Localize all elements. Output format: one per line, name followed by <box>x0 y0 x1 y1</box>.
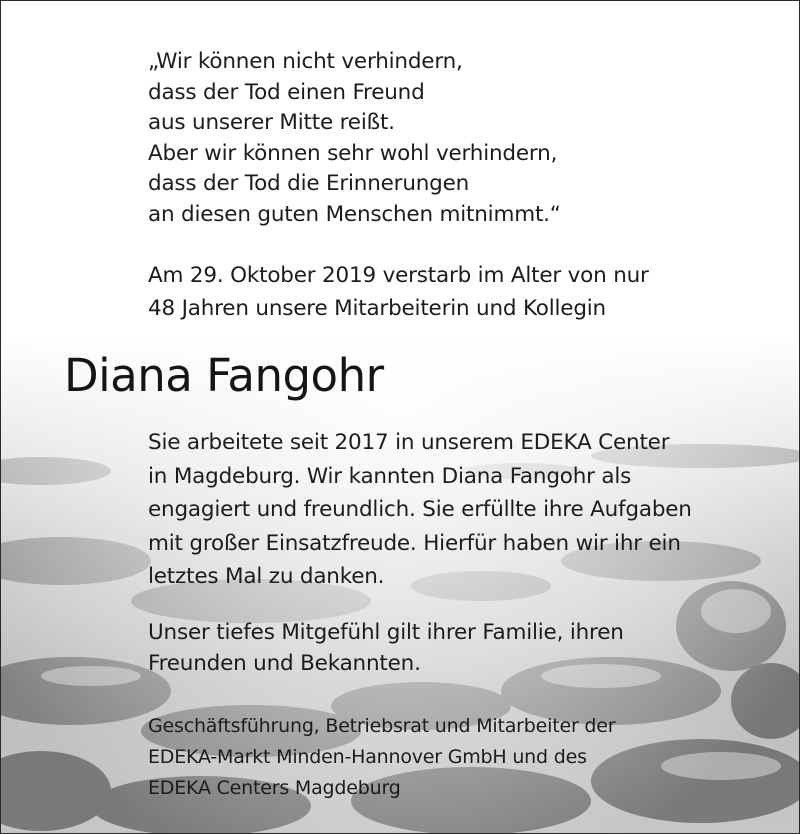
notice-text <box>1 1 799 833</box>
tribute-line: letztes Mal zu danken. <box>148 564 385 589</box>
signatories <box>148 711 615 804</box>
memorial-quote <box>148 47 561 230</box>
tribute-line: engagiert und freundlich. Sie erfüllte ihre Aufgaben <box>148 497 692 522</box>
announcement-line: Am 29. Oktober 2019 verstarb im Alter von nur <box>148 263 649 288</box>
quote-line: an diesen guten Menschen mitnimmt.“ <box>148 201 561 227</box>
tribute-line: Sie arbeitete seit 2017 in unserem EDEKA Center <box>148 430 670 455</box>
condolence-line: Unser tiefes Mitgefühl gilt ihrer Familie, ihren <box>148 620 624 645</box>
condolence-paragraph <box>148 617 624 679</box>
condolence-line: Freunden und Bekannten. <box>148 651 421 676</box>
death-announcement <box>148 259 649 325</box>
tribute-paragraph <box>148 426 692 594</box>
announcement-line: 48 Jahren unsere Mitarbeiterin und Kollegin <box>148 296 606 321</box>
tribute-line: in Magdeburg. Wir kannten Diana Fangohr als <box>148 463 632 489</box>
signatory-line: EDEKA-Markt Minden-Hannover GmbH und des <box>148 746 587 768</box>
quote-line: Aber wir können sehr wohl verhindern, <box>148 140 558 166</box>
signatory-line: EDEKA Centers Magdeburg <box>148 777 401 799</box>
quote-line: dass der Tod einen Freund <box>148 79 425 105</box>
signatory-line: Geschäftsführung, Betriebsrat und Mitarbeiter der <box>148 715 616 737</box>
quote-line: „Wir können nicht verhindern, <box>148 49 463 74</box>
quote-line: dass der Tod die Erinnerungen <box>148 171 470 196</box>
tribute-line: mit großer Einsatzfreude. Hierfür haben wir ihr ein <box>148 530 681 556</box>
deceased-name: Diana Fangohr <box>64 349 384 402</box>
quote-line: aus unserer Mitte reißt. <box>148 110 395 135</box>
